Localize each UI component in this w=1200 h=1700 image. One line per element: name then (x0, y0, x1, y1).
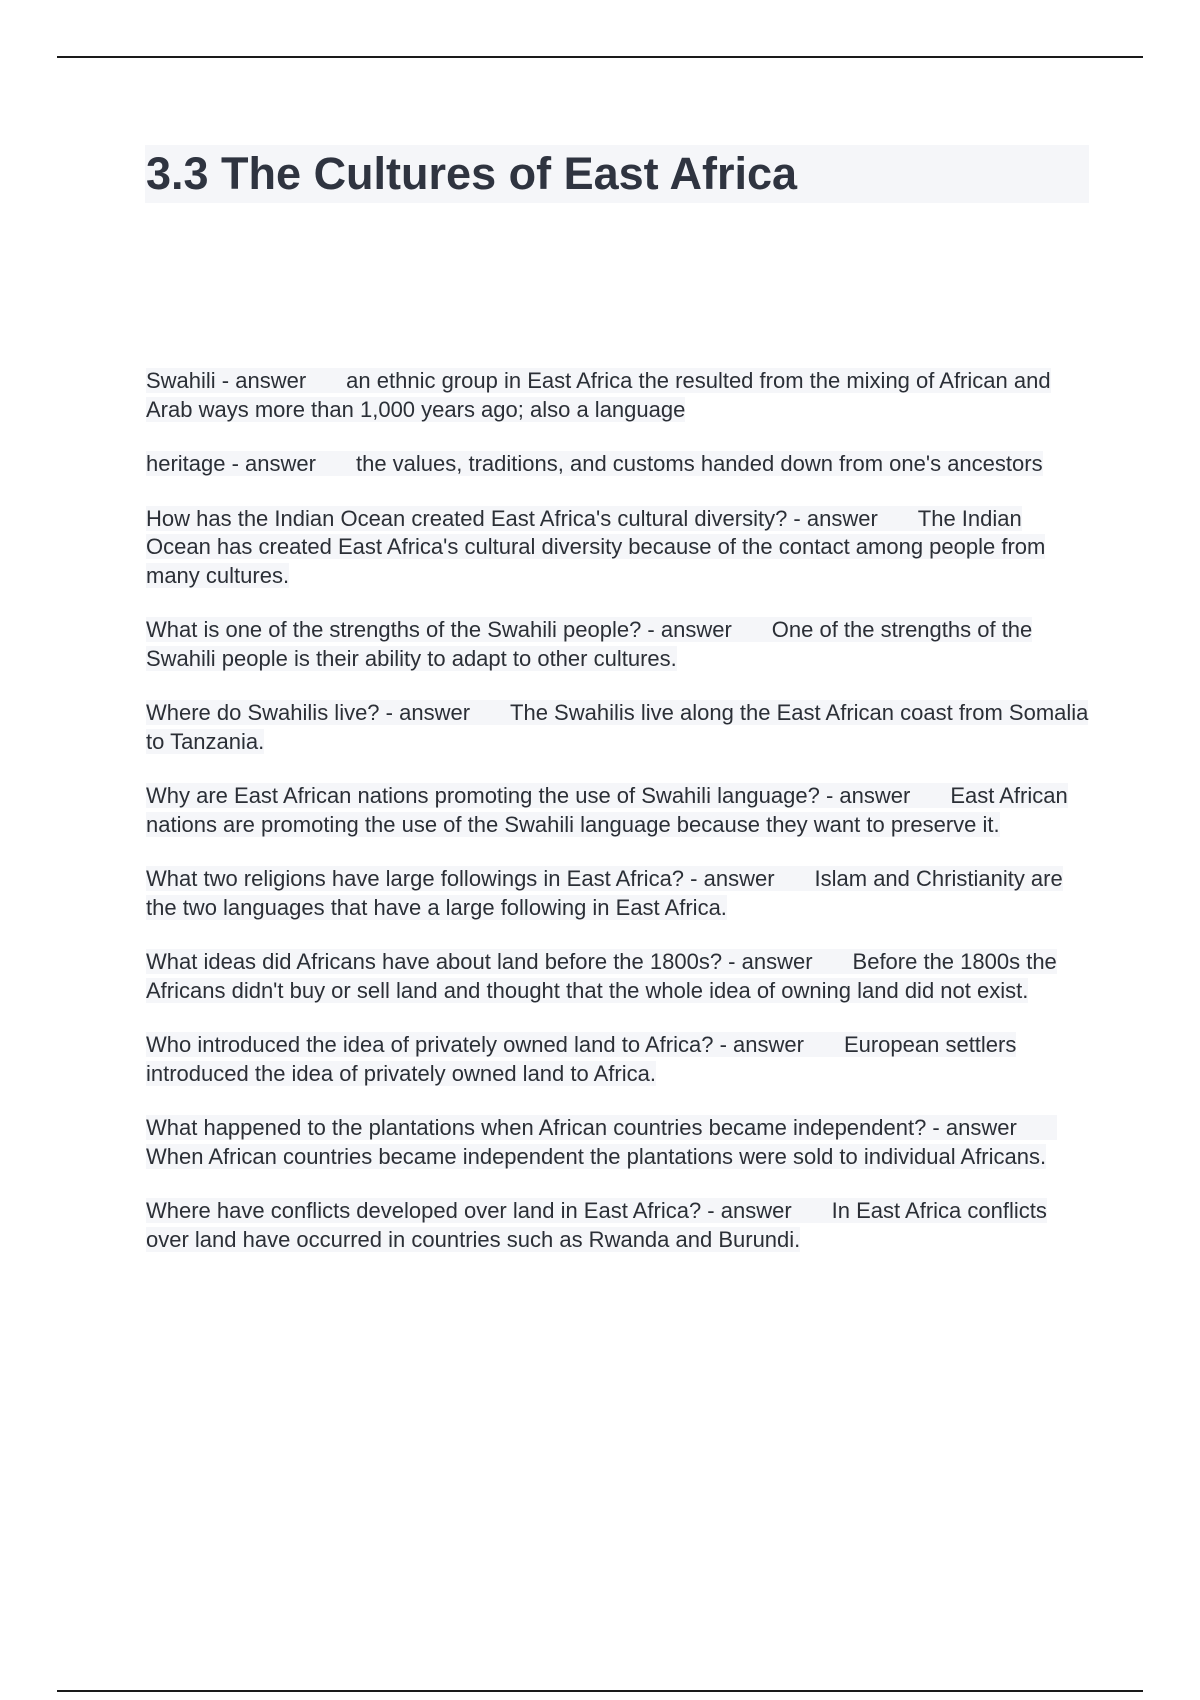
qa-term: heritage - answer (146, 451, 316, 476)
qa-item (146, 1197, 1091, 1254)
qa-item (146, 616, 1091, 673)
qa-term: What ideas did Africans have about land before the 1800s? - answer (146, 949, 813, 974)
qa-item (146, 865, 1091, 922)
qa-term: Why are East African nations promoting the use of Swahili language? - answer (146, 783, 911, 808)
qa-term: What is one of the strengths of the Swahili people? - answer (146, 617, 732, 642)
qa-item (146, 450, 1091, 479)
qa-definition: an ethnic group in East Africa the resulted from the mixing of African and Arab ways more than 1,000 years ago; also a language (146, 368, 1051, 422)
qa-item (146, 1031, 1091, 1088)
qa-item (146, 782, 1091, 839)
qa-definition: One of the strengths of the Swahili people is their ability to adapt to other cultures. (146, 617, 1033, 671)
qa-definition: the values, traditions, and customs handed down from one's ancestors (355, 451, 1043, 476)
top-rule (57, 56, 1143, 58)
qa-definition: When African countries became independent the plantations were sold to individual Africans. (146, 1143, 1047, 1169)
qa-definition: East African nations are promoting the use of the Swahili language because they want to preserve it. (146, 783, 1068, 837)
qa-definition: European settlers introduced the idea of privately owned land to Africa. (146, 1032, 1017, 1086)
qa-term: Where have conflicts developed over land in East Africa? - answer (146, 1198, 792, 1223)
qa-term: How has the Indian Ocean created East Africa's cultural diversity? - answer (146, 505, 878, 531)
qa-list (146, 367, 1091, 1280)
qa-term: Swahili - answer (146, 368, 307, 393)
qa-item (146, 948, 1091, 1005)
qa-definition: In East Africa conflicts over land have occurred in countries such as Rwanda and Burundi. (146, 1198, 1047, 1252)
qa-term: What two religions have large followings in East Africa? - answer (146, 866, 775, 891)
qa-item (146, 1114, 1091, 1171)
qa-term: Who introduced the idea of privately owned land to Africa? - answer (146, 1032, 804, 1057)
qa-definition: Islam and Christianity are the two languages that have a large following in East Africa. (146, 866, 1063, 920)
page-title: 3.3 The Cultures of East Africa (146, 148, 798, 199)
bottom-rule (57, 1690, 1143, 1692)
qa-definition: The Swahilis live along the East African coast from Somalia to Tanzania. (146, 700, 1089, 754)
qa-definition: Before the 1800s the Africans didn't buy or sell land and thought that the whole idea of owning land did not exist. (146, 949, 1057, 1003)
qa-item (146, 367, 1091, 424)
qa-term: What happened to the plantations when African countries became independent? - answer (146, 1115, 1017, 1140)
qa-item (146, 699, 1091, 756)
qa-definition: The Indian Ocean has created East Africa's cultural diversity because of the contact among people from many cultures. (146, 505, 1046, 588)
qa-term: Where do Swahilis live? - answer (146, 700, 471, 725)
qa-item (146, 505, 1091, 591)
